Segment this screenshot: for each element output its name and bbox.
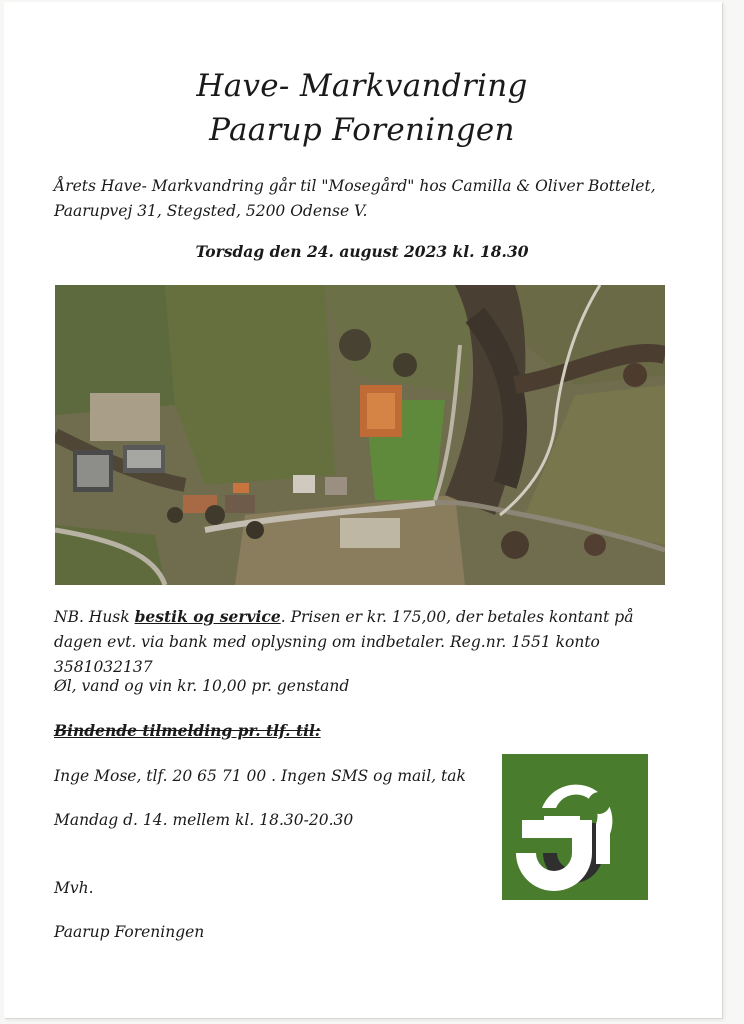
- paarup-foreningen-logo-icon: [502, 754, 648, 900]
- signup-contact: Inge Mose, tlf. 20 65 71 00 . Ingen SMS og mail, tak: [54, 767, 466, 785]
- note-rest: . Prisen er kr. 175,00, der betales kontant på dagen evt. via bank med oplysning om indbetaler. Reg.nr. 1551 konto 3581032137: [54, 608, 634, 676]
- drinks-price: Øl, vand og vin kr. 10,00 pr. genstand: [54, 677, 350, 695]
- intro-paragraph: Årets Have- Markvandring går til "Mosegård" hos Camilla & Oliver Bottelet, Paarupvej 31, Stegsted, 5200 Odense V.: [54, 177, 656, 220]
- payment-note: [54, 604, 684, 680]
- aerial-photo: [55, 285, 665, 585]
- page-subtitle: Paarup Foreningen: [209, 112, 515, 148]
- note-highlight: bestik og service: [134, 607, 281, 626]
- note-prefix: NB. Husk: [54, 608, 135, 626]
- page-title: Have- Markvandring: [196, 68, 528, 104]
- closing-greeting: Mvh.: [54, 879, 94, 897]
- document-page: [4, 2, 722, 1018]
- closing-signature: Paarup Foreningen: [54, 923, 205, 941]
- signup-heading: Bindende tilmelding pr. tlf. til:: [54, 721, 321, 740]
- event-date: Torsdag den 24. august 2023 kl. 18.30: [195, 242, 529, 261]
- signup-time: Mandag d. 14. mellem kl. 18.30-20.30: [54, 811, 354, 829]
